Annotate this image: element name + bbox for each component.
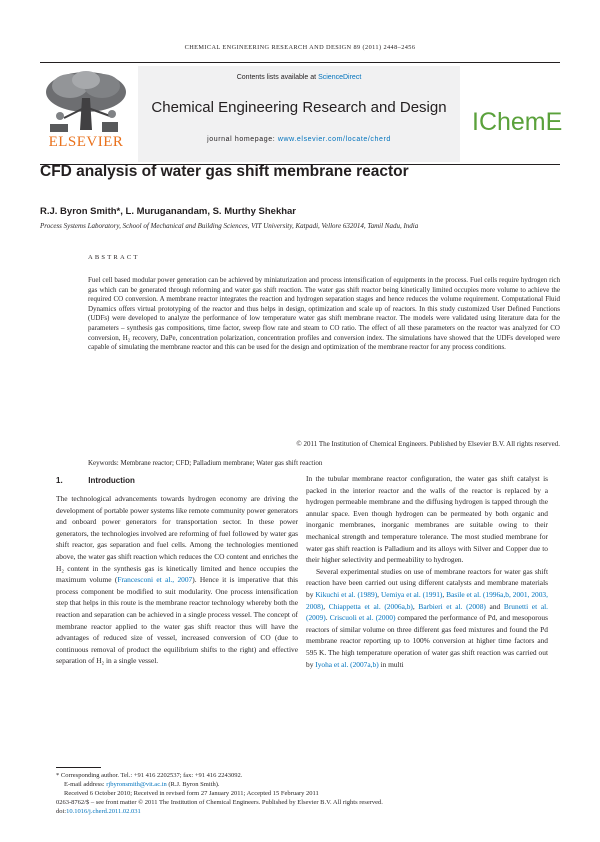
- contents-prefix: Contents lists available at: [236, 74, 317, 81]
- corresponding-author-note: * Corresponding author. Tel.: +91 416 2202537; fax: +91 416 2243092.: [56, 772, 243, 779]
- text-run: .: [325, 613, 330, 623]
- text-run: compared the performance of Pd, and mesoporous reactors of similar volume on three different gas feed mixtures and found the Pd membrane reactor reporting up to 100% conversion at higher time factors and 595 K. The high temperature operation of water gas shift reaction was carried out by: [306, 613, 548, 669]
- citation-link[interactable]: Iyoha et al. (2007a,b): [315, 659, 379, 669]
- journal-homepage: [138, 136, 460, 143]
- keywords-label: Keywords:: [88, 459, 119, 467]
- section-heading-introduction: [56, 476, 296, 485]
- text-run: in multi: [378, 659, 404, 669]
- received-dates: Received 6 October 2010; Received in revised form 27 January 2011; Accepted 15 February 2011: [64, 790, 319, 797]
- text-run: ,: [377, 589, 381, 599]
- elsevier-wordmark: ELSEVIER: [48, 134, 124, 150]
- email-link[interactable]: rjbyronsmith@vit.ac.in: [106, 781, 167, 788]
- section-title: Introduction: [88, 476, 135, 485]
- doi-prefix: doi:: [56, 808, 67, 815]
- email-note: [56, 780, 560, 789]
- keywords-list: Membrane reactor; CFD; Palladium membrane; Water gas shift reaction: [120, 459, 323, 467]
- issn-copyright: 0263-8762/$ – see front matter © 2011 The Institution of Chemical Engineers. Published by Elsevier B.V. All rights reserved.: [56, 799, 383, 806]
- text-run: The technological advancements towards hydrogen economy are driving the development of portable power systems like remote community power generators and onboard power generators for transportation sector. In these power generators, the technologies involved are reforming of fuel followed by water gas shift reactor, gas separation and fuel cells. Among the technologies mentioned above, the water gas shift reaction which reduces the CO content and enriches the H₂ content in the synthesis gas is kinetically limited and hence occupies the maximum volume (: [56, 494, 298, 585]
- footnote-rule: [56, 767, 101, 768]
- citation-link[interactable]: Uemiya et al. (1991): [380, 589, 443, 599]
- body-column-left: [56, 493, 298, 718]
- intro-paragraph-3: [306, 566, 548, 670]
- citation-link[interactable]: Kikuchi et al. (1989): [315, 589, 378, 599]
- homepage-link[interactable]: www.elsevier.com/locate/cherd: [277, 136, 391, 143]
- icheme-logo-text: IChemE: [472, 108, 563, 136]
- citation-link[interactable]: Brunetti et al. (2009): [306, 601, 548, 623]
- article-title: CFD analysis of water gas shift membrane reactor: [40, 163, 409, 180]
- text-run: ,: [323, 601, 329, 611]
- body-column-right: [306, 473, 548, 720]
- email-prefix: E-mail address:: [64, 781, 105, 788]
- intro-paragraph-2: In the tubular membrane reactor configuration, the water gas shift catalyst is packed in the interior reactor and the walls of the reactor is replaced by a hydrogen permeable membrane and the diffusing hydrogen is tapped through the annular space. Even though hydrogen can be permeated by both organic and inorganic membranes, inorganic membranes are suitable owing to their mechanical strength and temperature tolerance. The most studied membrane for water gas shift reaction is Palladium and its alloys with Silver and Copper due to their higher selectivity and permeability to hydrogen.: [306, 474, 548, 565]
- doi-link[interactable]: 10.1016/j.cherd.2011.02.031: [66, 808, 141, 815]
- text-run: and: [485, 601, 504, 611]
- citation-link[interactable]: Francesconi et al., 2007: [117, 575, 193, 585]
- email-suffix: (R.J. Byron Smith).: [168, 781, 220, 788]
- text-run: Several experimental studies on use of membrane reactors for water gas shift reaction have been carried out using different catalysts and membrane materials by: [306, 566, 548, 599]
- running-head: CHEMICAL ENGINEERING RESEARCH AND DESIGN 89 (2011) 2448–2456: [184, 44, 416, 51]
- abstract-body: Fuel cell based modular power generation can be achieved by miniaturization and process intensification of equipments in the process. Fuel cells require hydrogen rich gas which can be generated through reforming and water gas shift reaction. The water gas shift reactor being kinetically limited occupies more volume to achieve the required CO conversion. A membrane reactor integrates the reaction and hydrogen separation stages and hence reduces the volume requirement. Computational Fluid Dynamics offers virtual prototyping of the reactor and thus helps in design, optimization and scale up of reactors. In this study customized User Defined Functions (UDFs) were developed to analyze the performance of low temperature water gas shift membrane reactor. The models were validated using literature data for the parameters – synthesis gas compositions, time factor, sweep flow rate and steam to CO ratio. The effect of all these parameters on the reactor was analyzed for CO conversion, H₂ recovery, DaPe, concentration polarization, concentration profiles and conversion index. The simulations have showed that the UDFs developed were capable of simulating the membrane reactor and this can be used for the design and optimization of the membrane reactor for any process conditions.: [88, 276, 560, 352]
- text-run: ). Hence it is imperative that this process component be modified to suit modularity. One process intensification step that helps in this route is the membrane reactor technology whereby both the reaction and separation can be achieved in a single process vessel. The concept of membrane reactor applied to the water gas shift reactor thus will have the advantages of reduced size of vessel, increased conversion of CO (due to continuous removal of product the equilibrium shifts to the right) and effective separation of H₂ in a single vessel.: [56, 575, 298, 666]
- citation-link[interactable]: Barbieri et al. (2008): [418, 601, 486, 611]
- citation-link[interactable]: Criscuoli et al. (2000): [329, 613, 396, 623]
- masthead-top-rule: [40, 62, 560, 63]
- intro-paragraph-1: [56, 493, 298, 667]
- keywords: [88, 459, 560, 467]
- citation-link[interactable]: Chiappetta et al. (2006a,b): [328, 601, 413, 611]
- citation-link[interactable]: Basile et al. (1996a,b, 2001, 2003, 2008): [306, 589, 548, 611]
- journal-title: Chemical Engineering Research and Design: [151, 99, 447, 116]
- affiliation: Process Systems Laboratory, School of Mechanical and Building Sciences, VIT University, Katpadi, Vellore 632014, Tamil Nadu, India: [40, 222, 419, 230]
- abstract-label: ABSTRACT: [88, 254, 140, 261]
- author-list: R.J. Byron Smith*, L. Muruganandam, S. Murthy Shekhar: [40, 206, 297, 217]
- text-run: ,: [412, 601, 419, 611]
- section-number: 1.: [56, 476, 63, 485]
- homepage-prefix: journal homepage:: [207, 136, 276, 143]
- sciencedirect-link[interactable]: ScienceDirect: [318, 74, 362, 81]
- abstract-copyright: © 2011 The Institution of Chemical Engineers. Published by Elsevier B.V. All rights reserved.: [296, 440, 560, 448]
- icheme-logo: [472, 100, 564, 140]
- text-run: ,: [442, 589, 447, 599]
- contents-availability: [138, 74, 460, 81]
- doi-line: [56, 807, 560, 816]
- footnotes: [56, 771, 560, 816]
